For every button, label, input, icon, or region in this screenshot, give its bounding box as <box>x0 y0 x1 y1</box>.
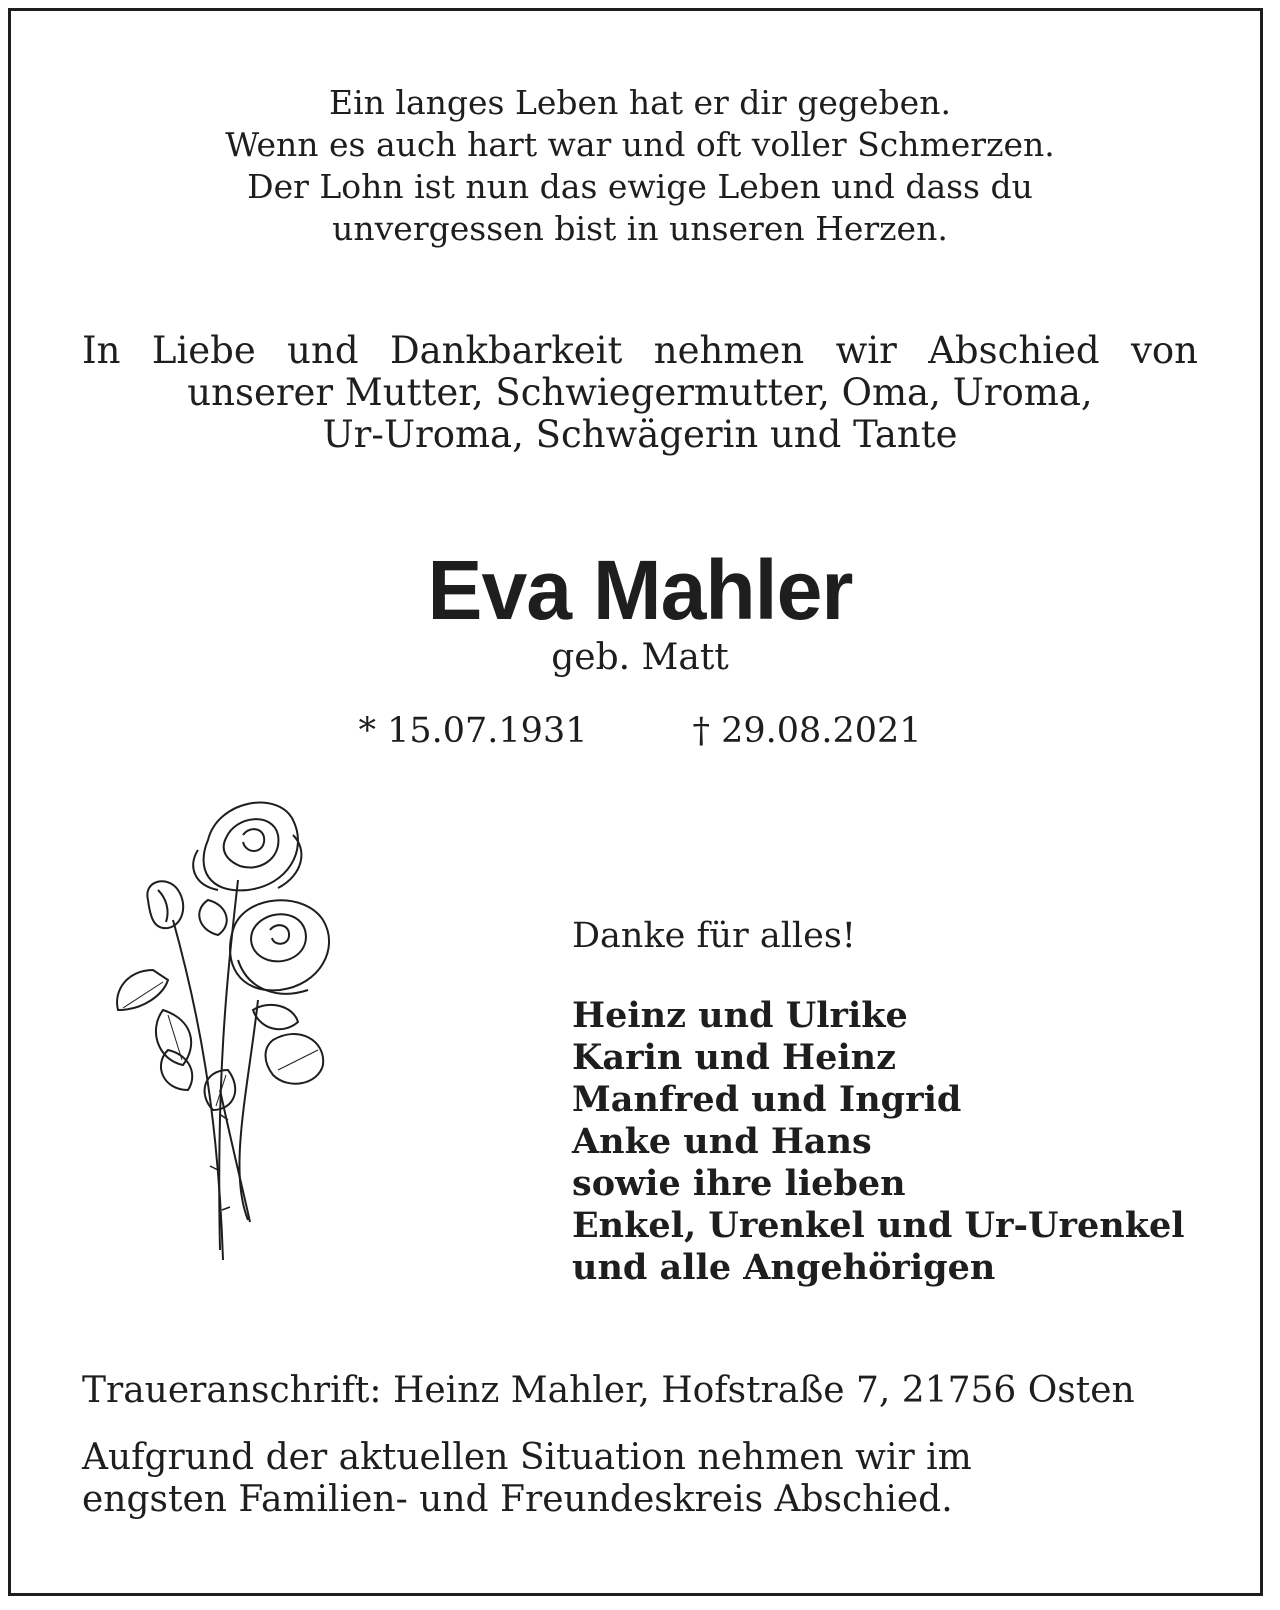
poem-line: Ein langes Leben hat er dir gegeben. <box>329 83 951 122</box>
mourning-address: Traueranschrift: Heinz Mahler, Hofstraße 7, 21756 Osten <box>82 1370 1135 1411</box>
intro-line: In Liebe und Dankbarkeit nehmen wir Abschied von <box>82 329 1198 372</box>
intro-line: unserer Mutter, Schwiegermutter, Oma, Uroma, <box>187 371 1093 414</box>
list-item: sowie ihre lieben <box>572 1163 906 1204</box>
poem <box>0 82 1280 250</box>
intro-line: Ur-Uroma, Schwägerin und Tante <box>322 413 958 456</box>
poem-line: Wenn es auch hart war und oft voller Schmerzen. <box>225 125 1055 164</box>
thanks-text: Danke für alles! <box>572 916 856 956</box>
note-line: Aufgrund der aktuellen Situation nehmen wir im <box>82 1437 972 1478</box>
life-dates <box>0 710 1280 752</box>
funeral-note <box>82 1437 972 1521</box>
note-line: engsten Familien- und Freundeskreis Abschied. <box>82 1479 953 1520</box>
poem-line: Der Lohn ist nun das ewige Leben und dass du <box>247 167 1033 206</box>
list-item: Manfred und Ingrid <box>572 1079 962 1120</box>
birth-date: * 15.07.1931 <box>358 711 588 751</box>
list-item: Heinz und Ulrike <box>572 995 908 1036</box>
birth-name: geb. Matt <box>551 637 729 678</box>
deceased-name: Eva Mahler <box>427 543 853 637</box>
death-date: † 29.08.2021 <box>692 711 922 751</box>
list-item: und alle Angehörigen <box>572 1247 996 1288</box>
list-item: Anke und Hans <box>572 1121 872 1162</box>
poem-line: unvergessen bist in unseren Herzen. <box>332 209 948 248</box>
farewell-intro <box>82 330 1198 456</box>
mourners-list <box>572 995 1185 1289</box>
list-item: Karin und Heinz <box>572 1037 896 1078</box>
rose-bouquet-icon <box>108 790 358 1290</box>
list-item: Enkel, Urenkel und Ur-Urenkel <box>572 1205 1185 1246</box>
